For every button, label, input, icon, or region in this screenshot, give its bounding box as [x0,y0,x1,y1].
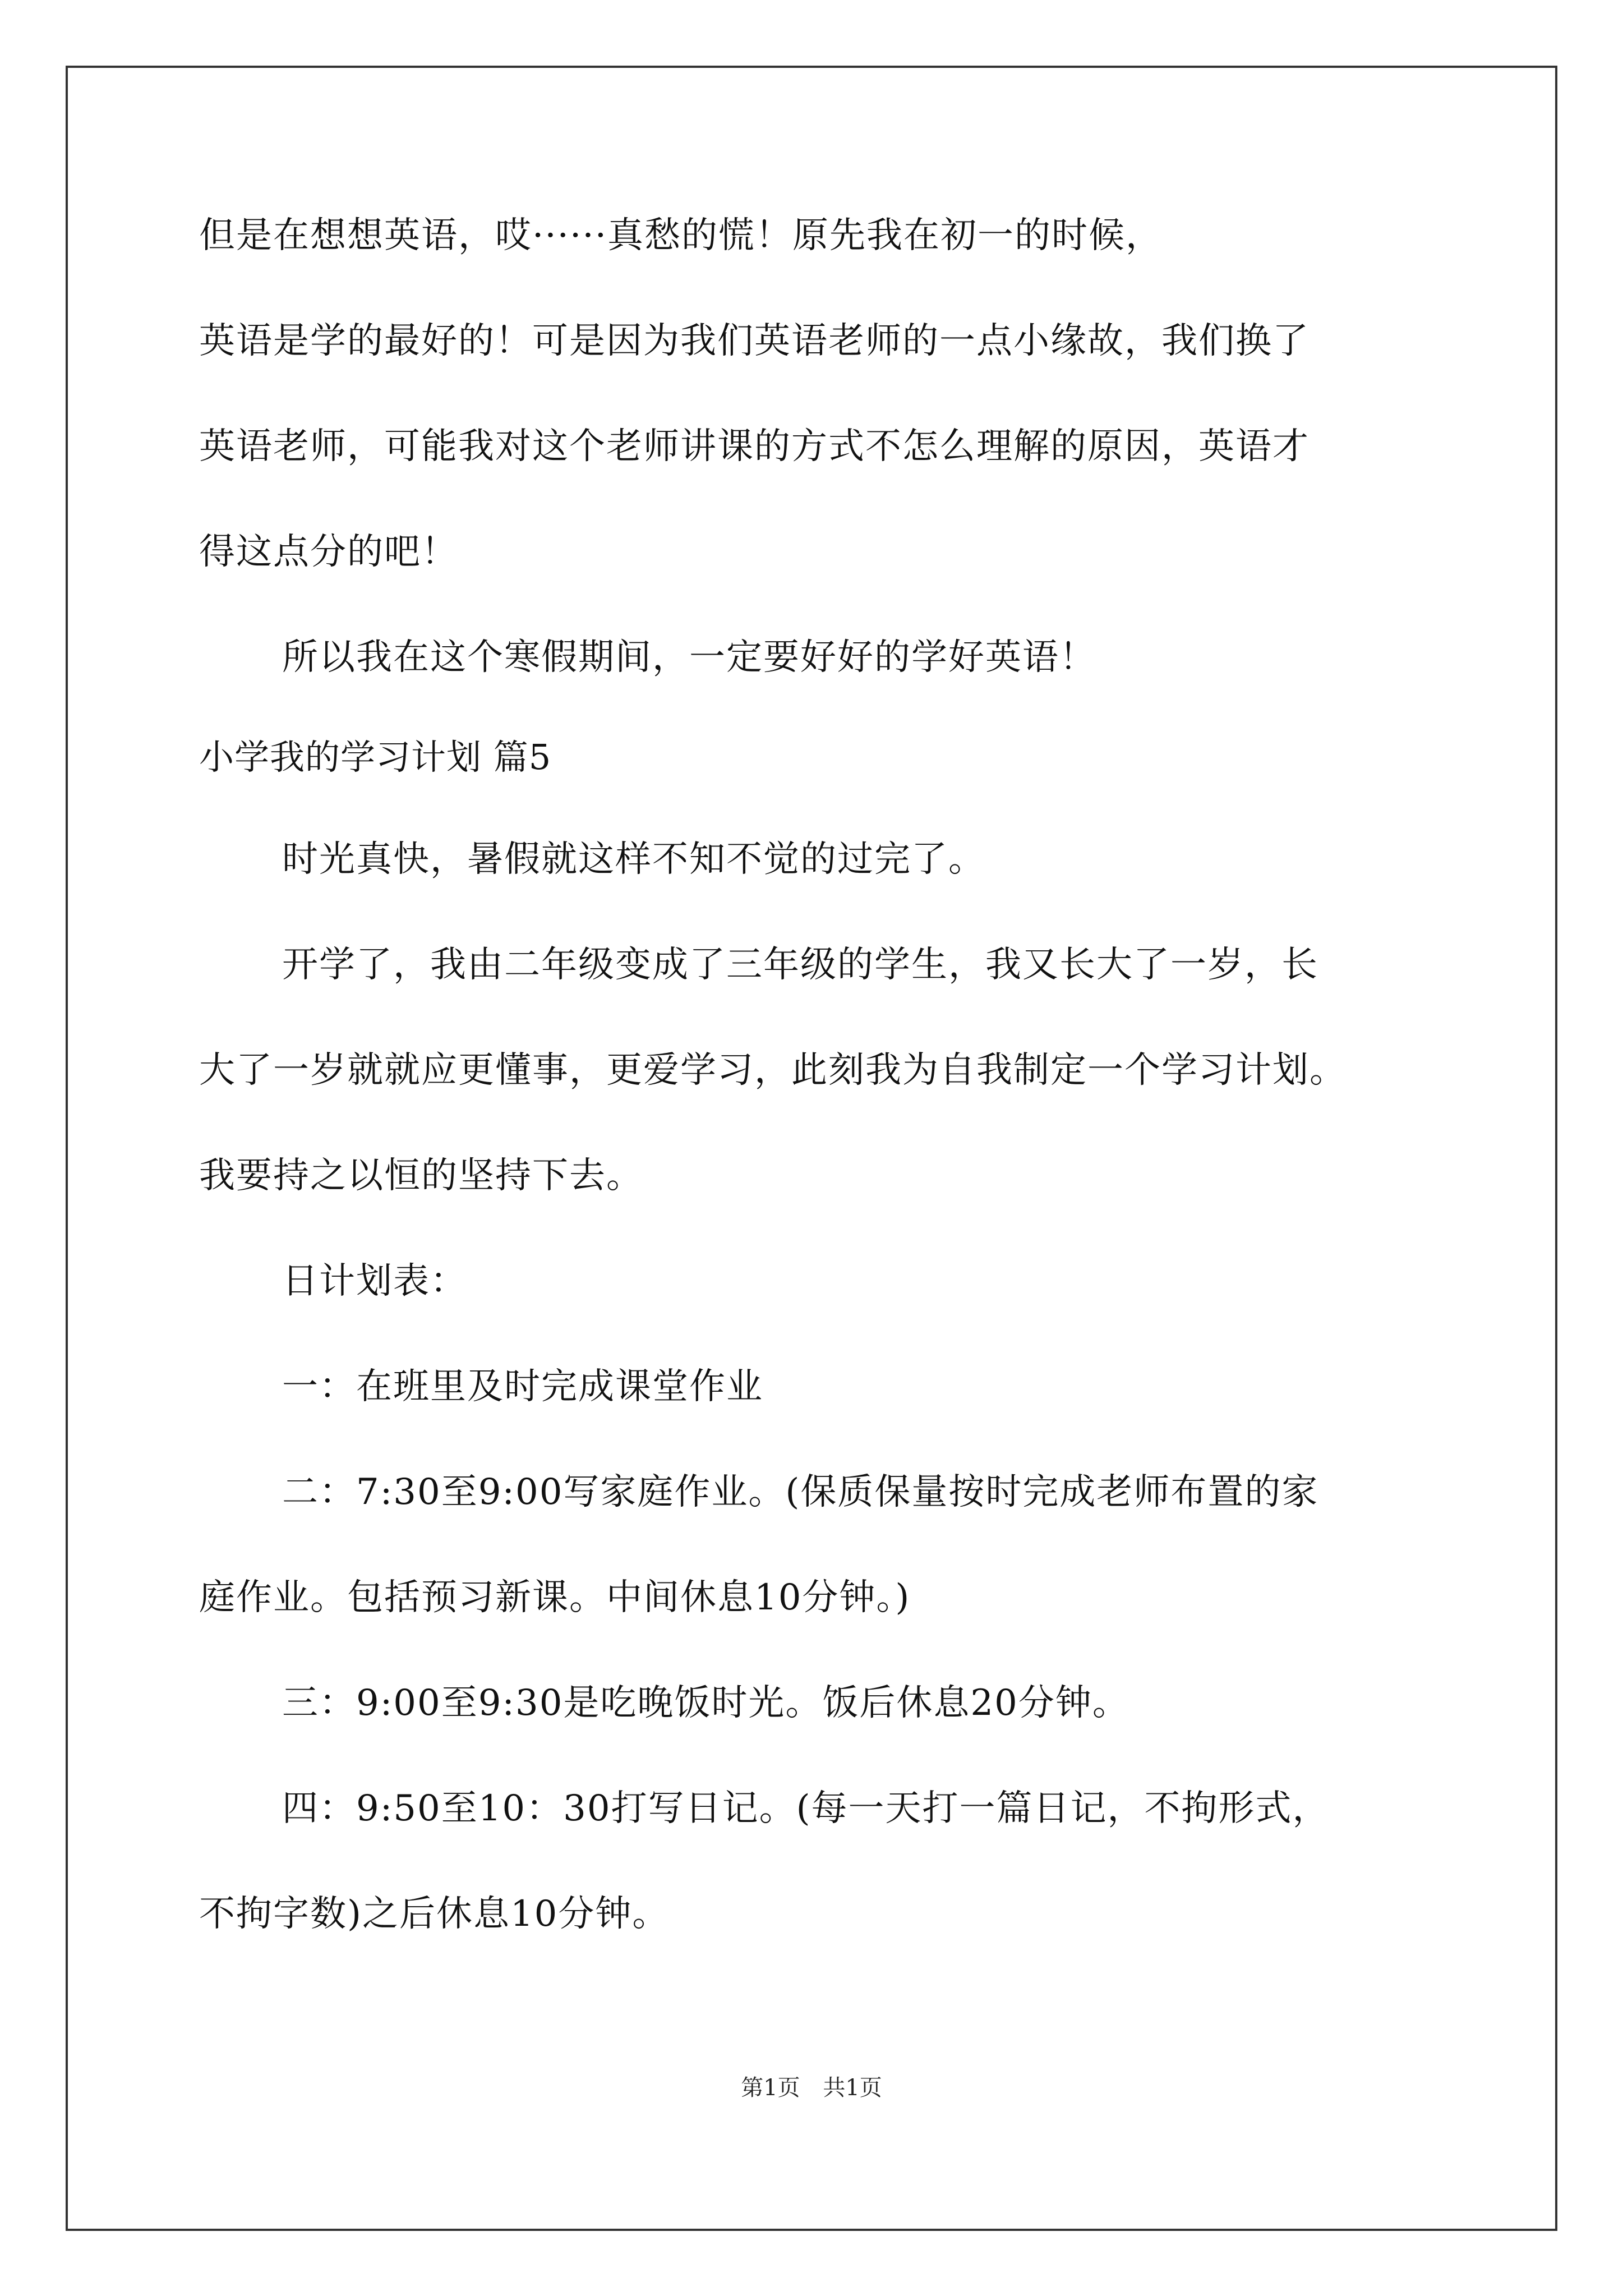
text-line: 庭作业。包括预习新课。中间休息10分钟。) [199,1577,911,1618]
text-line: 英语是学的最好的！可是因为我们英语老师的一点小缘故，我们换了 [199,320,1310,362]
text-line: 不拘字数)之后休息10分钟。 [199,1893,670,1935]
paragraph-line: 日计划表： [282,1260,467,1302]
page-footer [0,2070,1623,2102]
paragraph-line: 开学了，我由二年级变成了三年级的学生，我又长大了一岁，长 [282,944,1318,986]
text-line: 但是在想想英语，哎······真愁的慌！原先我在初一的时候， [199,215,1163,256]
page-total: 共1页 [823,2075,882,2101]
text-line: 我要持之以恒的坚持下去。 [199,1155,643,1197]
page-number: 第1页 [741,2075,800,2101]
plan-item: 一：在班里及时完成课堂作业 [282,1366,763,1407]
paragraph-line: 所以我在这个寒假期间，一定要好好的学好英语！ [282,637,1096,678]
plan-item: 四：9:50至10：30打写日记。(每一天打一篇日记，不拘形式， [282,1788,1330,1829]
section-heading: 小学我的学习计划 篇5 [199,737,552,777]
plan-item: 三：9:00至9:30是吃晚饭时光。饭后休息20分钟。 [282,1682,1129,1724]
paragraph-line: 时光真快，暑假就这样不知不觉的过完了。 [282,839,985,880]
text-line: 大了一岁就就应更懂事，更爱学习，此刻我为自我制定一个学习计划。 [199,1050,1347,1091]
text-line: 得这点分的吧！ [199,531,458,573]
plan-item: 二：7:30至9:00写家庭作业。(保质保量按时完成老师布置的家 [282,1471,1319,1513]
text-line: 英语老师，可能我对这个老师讲课的方式不怎么理解的原因，英语才 [199,426,1310,467]
